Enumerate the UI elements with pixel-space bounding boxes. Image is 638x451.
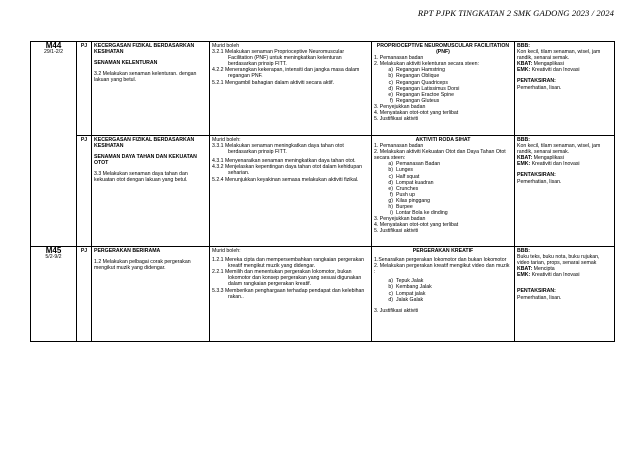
activity-step: 5. Justifikasi aktiviti — [374, 116, 419, 123]
activity-step: 1. Pemanasan badan — [374, 55, 424, 62]
activity-step: 3. Penyejukkan badan — [374, 103, 426, 110]
assessment-text: Pemerhatian, lisan. — [517, 178, 562, 185]
emk-line: EMK: Kreativiti dan Inovasi — [517, 161, 580, 168]
objectives-intro: Murid boleh — [212, 43, 240, 49]
activity-step: 2. Melakukan pergerakan kreatif mengikut video dan muzik : — [374, 263, 510, 276]
table-row — [31, 247, 615, 342]
subject-cell: PJ — [77, 136, 92, 247]
objective-item: 5.3.3 Memberikan penghargaan terhadap pendapat dan kelebihan rakan.. — [212, 287, 365, 300]
topic-subtitle: SENAMAN KELENTURAN — [94, 60, 158, 67]
kbat-line: KBAT: Mencipta — [517, 266, 555, 273]
activity-list-item: g) Kilas pinggang — [388, 197, 431, 204]
emk-line: EMK: Kreativiti dan Inovasi — [517, 67, 580, 74]
activity-list-item: a) Tepuk Jalak — [388, 278, 424, 285]
activity-title: AKTIVITI RODA SIHAT — [415, 137, 471, 143]
topic-title: PERGERAKAN BERIRAMA — [94, 248, 161, 254]
activity-list-item: c) Lompat jalak — [388, 290, 426, 297]
kbat-line: KBAT: Mengaplikasi — [517, 61, 564, 68]
topic-title: KECERGASAN FIZIKAL BERDASARKAN KESIHATAN — [94, 137, 195, 150]
standard-cell — [92, 247, 210, 342]
objectives-cell — [210, 136, 372, 247]
activity-list-item: f) Push up — [389, 191, 416, 198]
bbb-text: Buku teks, buku nota, buku rujukan, video tarian, props, senarai semak — [517, 254, 600, 267]
activity-step: 1. Pemanasan badan — [374, 143, 424, 150]
resources-cell — [515, 42, 615, 136]
week-dates: 29/1-2/2 — [43, 49, 64, 56]
objective-item: 3.2.1 Melakukan senaman Proprioceptive Neuromuscular Facilitation (PNF) untuk meningkatkan kelenturan berdasarkan prinsip FITT. — [212, 49, 345, 68]
activity-list-item: e) Crunches — [388, 185, 419, 192]
assessment-label: PENTAKSIRAN: — [517, 78, 556, 85]
activity-title: PROPRIOCEPTIVE NEUROMUSCULAR FACILITATION (PNF) — [376, 43, 510, 56]
activities-cell — [372, 136, 515, 247]
week-number: M44 — [45, 41, 62, 50]
lesson-plan-table — [30, 41, 615, 342]
bbb-label: BBB: — [517, 137, 530, 143]
activity-step: 3. Justifikasi aktiviti — [374, 307, 419, 314]
assessment-label: PENTAKSIRAN: — [517, 172, 556, 179]
objective-item: 4.3.1 Menyenaraikan senaman meningkatkan daya tahan otot. — [212, 158, 356, 165]
objectives-intro: Murid boleh: — [212, 248, 241, 254]
activity-step: 1.Senaraikan pergerakan lokomotor dan bukan lokomotor — [374, 257, 507, 264]
topic-title: KECERGASAN FIZIKAL BERDASARKAN KESIHATAN — [94, 43, 195, 56]
week-cell — [31, 247, 77, 342]
activity-list-item: b) Kembang Jalak — [388, 284, 432, 291]
resources-cell — [515, 136, 615, 247]
objective-item: 4.2.2 Menerangkan kekerapan, intensiti dan jangka masa dalam regangan PNF. — [212, 67, 360, 80]
objectives-cell — [210, 247, 372, 342]
bbb-text: Kon kecil, tilam senaman, wisel, jam randik, senarai semak. — [517, 143, 601, 156]
activity-list-item: b) Lunges — [388, 167, 414, 174]
activity-list-item: d) Lompat kuadran — [388, 179, 434, 186]
bbb-label: BBB: — [517, 248, 530, 254]
assessment-text: Pemerhatian, lisan. — [517, 294, 562, 301]
activity-list-item: i) Lontar Bola ke dinding — [390, 210, 448, 217]
objective-item: 5.2.4 Menunjukkan keyakinan semasa melakukan aktiviti fizikal. — [212, 176, 359, 183]
activity-step: 2. Melakukan aktiviti Kekuatan Otot dan Daya Tahan Otot secara steen: — [374, 149, 506, 162]
activity-list-item: b) Regangan Oblique — [388, 73, 440, 80]
activities-cell — [372, 247, 515, 342]
week-cell — [31, 42, 77, 247]
kbat-line: KBAT: Mengaplikasi — [517, 155, 564, 162]
table-row — [31, 136, 615, 247]
assessment-text: Pemerhatian, lisan. — [517, 84, 562, 91]
objective-item: 2.2.1 Memilih dan menentukan pergerakan lokomotor, bukan lokomotor dan konsep pergerakan yang sesuai digunakan dalam rangkaian pergerakan kreatif. — [212, 269, 362, 288]
objective-item: 3.3.1 Melakukan senaman meningkatkan daya tahan otot berdasarkan prinsip FITT. — [212, 143, 344, 156]
bbb-text: Kon kecil, tilam senaman, wisel, jam randik, senarai semak. — [517, 49, 601, 62]
emk-line: EMK: Kreativiti dan Inovasi — [517, 272, 580, 279]
activity-list-item: a) Regangan Hamstring — [388, 67, 446, 74]
activity-step: 2. Melakukan aktiviti kelenturan secara steen: — [374, 61, 479, 68]
activity-title: PERGERAKAN KREATIF — [412, 248, 474, 254]
activity-list-item: d) Jalak Galak — [388, 296, 424, 303]
resources-cell — [515, 247, 615, 342]
activity-list-item: e) Regangan Eractoe Spine — [388, 91, 454, 98]
bbb-label: BBB: — [517, 43, 530, 49]
document-header: RPT PJPK TINGKATAN 2 SMK GADONG 2023 / 2024 — [417, 8, 614, 18]
content-standard: 3.2 Melakukan senaman kelenturan. dengan lakuan yang betul. — [94, 71, 197, 84]
content-standard: 3.3 Melakukan senaman daya tahan dan kekuatan otot dengan lakuan yang betul. — [94, 171, 188, 184]
week-dates: 5/2-9/2 — [45, 254, 62, 261]
activity-step: 4. Menyatakan otot-otot yang terlibat — [374, 222, 459, 229]
activity-step: 4. Menyatakan otot-otot yang terlibat — [374, 110, 459, 117]
week-number: M45 — [45, 246, 62, 255]
activity-step: 5. Justifikasi aktiviti — [374, 228, 419, 235]
objectives-intro: Murid boleh: — [212, 137, 241, 143]
objectives-cell — [210, 42, 372, 136]
objective-item: 4.3.2 Menjelaskan kepentingan daya tahan otot dalam kehidupan seharian. — [212, 164, 362, 177]
activity-list-item: c) Regangan Quadriceps — [388, 79, 448, 86]
topic-subtitle: SENAMAN DAYA TAHAN DAN KEKUATAN OTOT — [94, 154, 197, 167]
activity-step: 3. Penyejukkan badan — [374, 216, 426, 223]
standard-cell — [92, 42, 210, 136]
subject-cell: PJ — [77, 247, 92, 342]
assessment-label: PENTAKSIRAN: — [517, 288, 556, 295]
activity-list-item: c) Half squat — [388, 173, 420, 180]
activities-cell — [372, 42, 515, 136]
content-standard: 1.2 Melakukan pelbagai corak pergerakan mengikut muzik yang didengar. — [94, 259, 191, 272]
activity-list-item: d) Regangan Latissimus Dorsi — [388, 85, 460, 92]
subject-cell: PJ — [77, 42, 92, 136]
standard-cell — [92, 136, 210, 247]
objective-item: 5.2.1 Mengambil bahagian dalam aktiviti secara aktif. — [212, 79, 334, 86]
activity-list-item: h) Burpee — [388, 204, 413, 211]
table-row — [31, 42, 615, 136]
activity-list-item: f) Regangan Gluteus — [389, 97, 440, 104]
objective-item: 1.2.1 Mereka cipta dan mempersembahkan rangkaian pergerakan kreatif mengikut muzik yang didengar. — [212, 257, 364, 270]
activity-list-item: a) Pemanasan Badan — [388, 161, 441, 168]
